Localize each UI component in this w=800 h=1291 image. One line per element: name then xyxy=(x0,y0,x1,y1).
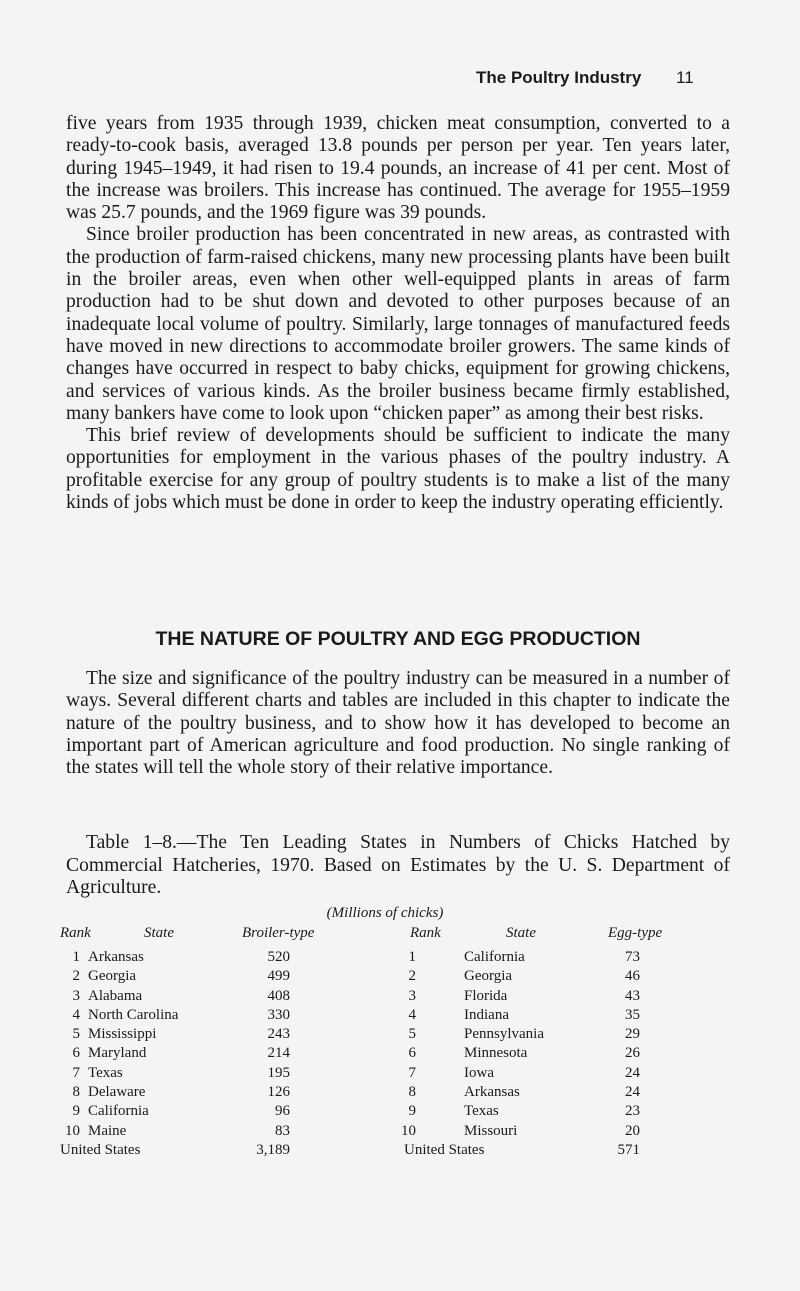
row-state: Texas xyxy=(88,1064,123,1081)
row-state: Maine xyxy=(88,1122,127,1139)
section-heading: THE NATURE OF POULTRY AND EGG PRODUCTION xyxy=(155,628,641,650)
row-egg-value: 73 xyxy=(625,949,640,965)
row-state: Delaware xyxy=(88,1084,146,1101)
row-egg-value: 43 xyxy=(625,987,640,1004)
page-number: 11 xyxy=(676,68,694,87)
row-rank-right: 7 xyxy=(408,1064,416,1081)
header-egg: Egg-type xyxy=(608,925,663,941)
row-egg-value: 26 xyxy=(625,1045,640,1062)
row-rank: 3 xyxy=(72,987,80,1004)
total-label-right: United States xyxy=(404,1141,485,1158)
header-broiler: Broiler-type xyxy=(242,925,315,941)
running-title: The Poultry Industry xyxy=(476,68,642,87)
body-paragraph-1: five years from 1935 through 1939, chicken meat consumption, converted to a ready-to-cook basis, averaged 13.8 pounds per person per year. Ten years later, during 1945–1949, it had risen to 19.4 pounds, an increase of 41 per cent. Most of the increase was broilers. This increase has continued. The average for 1955–1959 was 25.7 pounds, and the 1969 figure was 39 pounds. xyxy=(66,113,730,224)
row-rank: 1 xyxy=(72,949,80,965)
row-state-right: Arkansas xyxy=(464,1084,520,1101)
row-state-right: Pennsylvania xyxy=(464,1026,544,1043)
header-rank-right: Rank xyxy=(410,925,441,941)
table-caption xyxy=(66,832,730,900)
table-row xyxy=(60,1045,680,1064)
row-rank: 5 xyxy=(72,1026,80,1043)
row-rank-right: 8 xyxy=(408,1084,416,1101)
row-rank-right: 2 xyxy=(408,968,416,985)
row-state-right: California xyxy=(464,949,525,965)
row-rank-right: 10 xyxy=(401,1122,416,1139)
table-row xyxy=(60,968,680,987)
row-broiler-value: 96 xyxy=(275,1103,290,1120)
row-state: Georgia xyxy=(88,968,137,985)
section-paragraph: The size and significance of the poultry industry can be measured in a number of ways. Several different charts and tables are included in this chapter to indicate the nature of the poultry business, and to show how it has developed to become an important part of American agriculture and food production. No single ranking of the states will tell the whole story of their relative importance. xyxy=(66,668,730,779)
row-broiler-value: 195 xyxy=(267,1064,290,1081)
row-state: Maryland xyxy=(88,1045,147,1062)
row-egg-value: 29 xyxy=(625,1026,640,1043)
row-broiler-value: 83 xyxy=(275,1122,290,1139)
body-paragraph-2: Since broiler production has been concentrated in new areas, as contrasted with the production of farm-raised chickens, many new processing plants have been built in the broiler areas, even when other well-equipped plants in areas of farm production had to be shut down and devoted to other purposes because of an inadequate local volume of poultry. Similarly, large tonnages of manufactured feeds have moved in new directions to accommodate broiler growers. The same kinds of changes have occurred in respect to baby chicks, equipment for growing chickens, and services of various kinds. As the broiler business became firmly established, many bankers have come to look upon “chicken paper” as among their best risks. xyxy=(66,224,730,424)
table-row xyxy=(60,1065,680,1084)
row-state: Arkansas xyxy=(88,949,144,965)
table-body xyxy=(60,949,680,1142)
table-row xyxy=(60,1103,680,1122)
row-broiler-value: 126 xyxy=(267,1084,290,1101)
table-total-row xyxy=(60,1142,680,1161)
row-state: North Carolina xyxy=(88,1006,179,1023)
row-egg-value: 35 xyxy=(625,1006,640,1023)
row-broiler-value: 330 xyxy=(267,1006,290,1023)
row-rank: 4 xyxy=(72,1006,80,1023)
table-row xyxy=(60,1123,680,1142)
row-broiler-value: 243 xyxy=(267,1026,290,1043)
data-table xyxy=(60,905,680,1161)
row-rank: 9 xyxy=(72,1103,80,1120)
row-broiler-value: 499 xyxy=(267,968,290,985)
row-egg-value: 24 xyxy=(625,1064,640,1081)
header-state-right: State xyxy=(506,925,536,941)
row-rank-right: 3 xyxy=(408,987,416,1004)
row-egg-value: 24 xyxy=(625,1084,640,1101)
row-state-right: Florida xyxy=(464,987,508,1004)
body-paragraph-3: This brief review of developments should be sufficient to indicate the many opportunities for employment in the various phases of the poultry industry. A profitable exercise for any group of poultry students is to make a list of the many kinds of jobs which must be done in order to keep the industry operating efficiently. xyxy=(66,425,730,514)
row-state: Mississippi xyxy=(88,1026,157,1043)
header-state-left: State xyxy=(144,925,174,941)
row-state-right: Texas xyxy=(464,1103,499,1120)
row-rank-right: 5 xyxy=(408,1026,416,1043)
row-rank-right: 9 xyxy=(408,1103,416,1120)
row-state: California xyxy=(88,1103,149,1120)
row-rank: 6 xyxy=(72,1045,80,1062)
row-state-right: Missouri xyxy=(464,1122,518,1139)
row-state-right: Minnesota xyxy=(464,1045,528,1062)
total-egg: 571 xyxy=(617,1141,640,1158)
table-row xyxy=(60,1084,680,1103)
table-caption-text: Table 1–8.—The Ten Leading States in Numbers of Chicks Hatched by Commercial Hatcheries, 1970. Based on Estimates by the U. S. Department of Agriculture. xyxy=(66,832,730,898)
table-header-row xyxy=(60,925,680,949)
row-egg-value: 23 xyxy=(625,1103,640,1120)
row-rank-right: 4 xyxy=(408,1006,416,1023)
row-rank-right: 6 xyxy=(408,1045,416,1062)
running-header xyxy=(476,68,694,88)
row-egg-value: 20 xyxy=(625,1122,640,1139)
row-broiler-value: 520 xyxy=(267,949,290,965)
total-label-left: United States xyxy=(60,1141,141,1158)
table-units: (Millions of chicks) xyxy=(326,905,444,921)
row-rank-right: 1 xyxy=(408,949,416,965)
row-broiler-value: 408 xyxy=(267,987,290,1004)
header-rank-left: Rank xyxy=(60,925,91,941)
row-rank: 2 xyxy=(72,968,80,985)
row-rank: 10 xyxy=(65,1122,80,1139)
row-egg-value: 46 xyxy=(625,968,640,985)
total-broiler: 3,189 xyxy=(256,1141,290,1158)
row-state-right: Indiana xyxy=(464,1006,509,1023)
table-row xyxy=(60,1026,680,1045)
row-rank: 7 xyxy=(72,1064,80,1081)
body-text xyxy=(66,113,730,514)
row-state-right: Iowa xyxy=(464,1064,494,1081)
table-row xyxy=(60,949,680,968)
row-state-right: Georgia xyxy=(464,968,513,985)
row-rank: 8 xyxy=(72,1084,80,1101)
table-row xyxy=(60,1007,680,1026)
row-state: Alabama xyxy=(88,987,143,1004)
section-text xyxy=(66,668,730,779)
row-broiler-value: 214 xyxy=(267,1045,290,1062)
table-row xyxy=(60,988,680,1007)
